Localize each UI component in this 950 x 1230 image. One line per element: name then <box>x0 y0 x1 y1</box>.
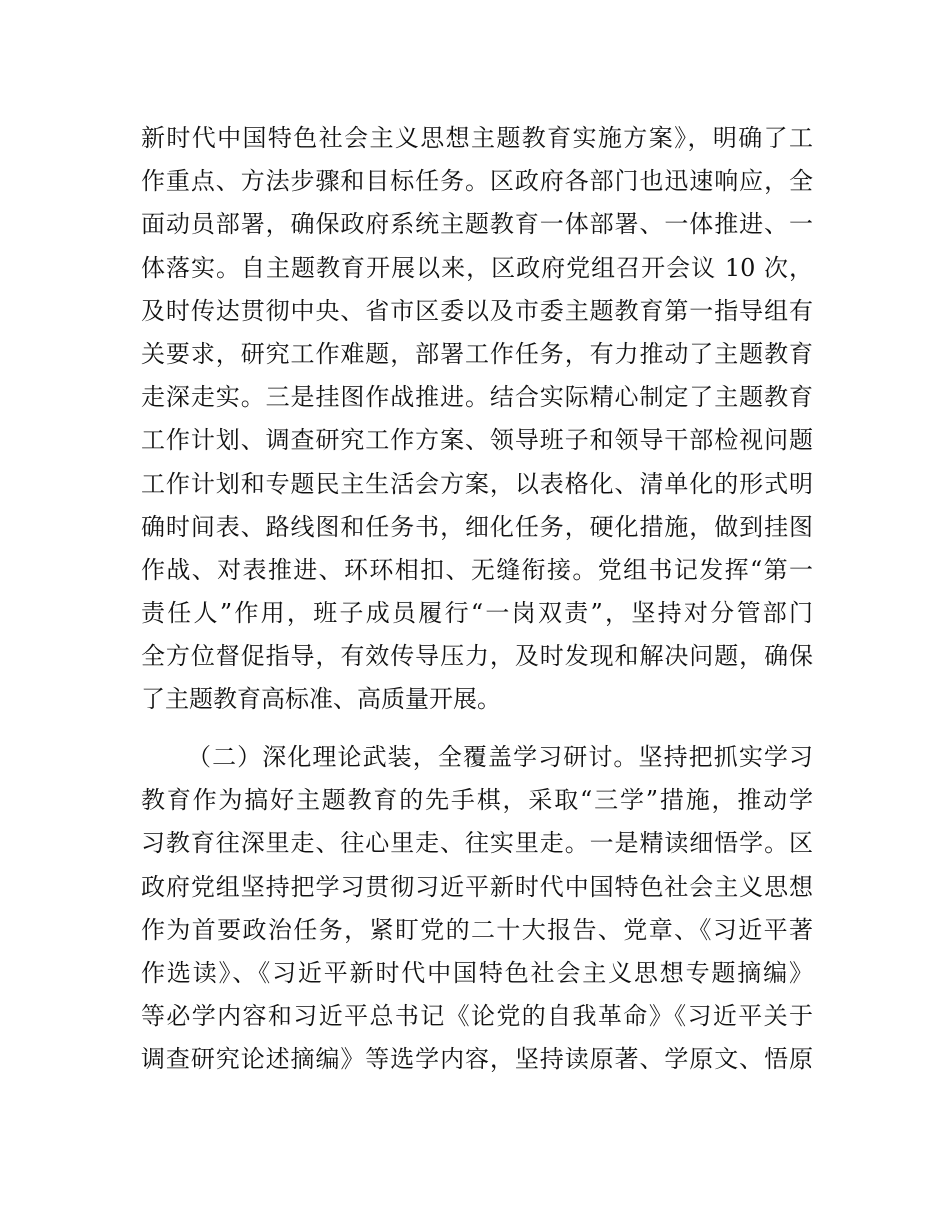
text-line: 政府党组坚持把学习贯彻习近平新时代中国特色社会主义思想 <box>141 872 813 901</box>
text-line: 作战、对表推进、环环相扣、无缝衔接。党组书记发挥“第一 <box>141 555 813 584</box>
text-line: 面动员部署，确保政府系统主题教育一体部署、一体推进、一 <box>141 210 813 239</box>
section-heading-line: （二）深化理论武装，全覆盖学习研讨。坚持把抓实学习 <box>187 743 813 771</box>
text-line: 确时间表、路线图和任务书，细化任务，硬化措施，做到挂图 <box>141 512 813 541</box>
text-line: 工作计划、调查研究工作方案、领导班子和领导干部检视问题 <box>141 426 813 455</box>
body-paragraph-2 <box>141 736 813 1082</box>
text-line: 教育作为搞好主题教育的先手棋，采取“三学”措施，推动学 <box>141 786 813 815</box>
text-line: 全方位督促指导，有效传导压力，及时发现和解决问题，确保 <box>141 642 813 671</box>
text-line: 习教育往深里走、往心里走、往实里走。一是精读细悟学。区 <box>141 829 813 858</box>
text-line: 作选读》、《习近平新时代中国特色社会主义思想专题摘编》 <box>141 958 813 987</box>
text-line: 调查研究论述摘编》等选学内容，坚持读原著、学原文、悟原 <box>141 1045 813 1074</box>
text-line: 等必学内容和习近平总书记《论党的自我革命》《习近平关于 <box>141 1002 813 1031</box>
text-line: 责任人”作用，班子成员履行“一岗双责”，坚持对分管部门 <box>141 599 813 628</box>
text-line: 了主题教育高标准、高质量开展。 <box>141 685 501 714</box>
body-paragraph-1 <box>141 117 813 722</box>
text-line: 作重点、方法步骤和目标任务。区政府各部门也迅速响应，全 <box>141 167 813 196</box>
text-line: 新时代中国特色社会主义思想主题教育实施方案》，明确了工 <box>141 124 813 152</box>
text-line: 及时传达贯彻中央、省市区委以及市委主题教育第一指导组有 <box>141 296 813 325</box>
text-line: 走深走实。三是挂图作战推进。结合实际精心制定了主题教育 <box>141 383 813 412</box>
text-line: 关要求，研究工作难题，部署工作任务，有力推动了主题教育 <box>141 339 813 368</box>
text-line: 体落实。自主题教育开展以来，区政府党组召开会议 10 次， <box>141 253 813 282</box>
text-line: 作为首要政治任务，紧盯党的二十大报告、党章、《习近平著 <box>141 915 813 944</box>
text-line: 工作计划和专题民主生活会方案，以表格化、清单化的形式明 <box>141 469 813 498</box>
